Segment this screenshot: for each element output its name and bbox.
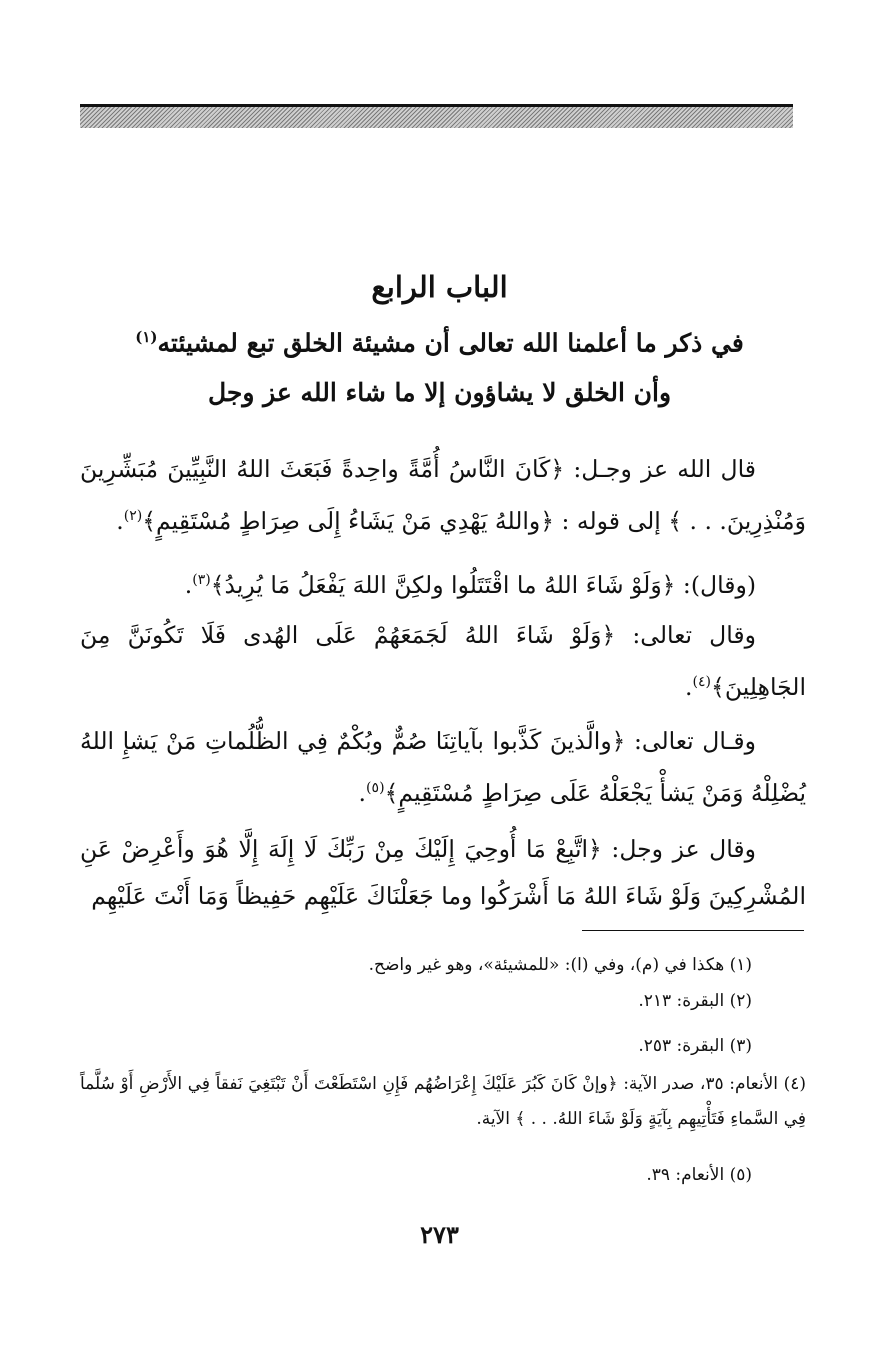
footnote-ref-2[interactable]: (٢) xyxy=(123,508,143,524)
footnote-ref-4[interactable]: (٤) xyxy=(692,674,712,690)
chapter-title: الباب الرابع xyxy=(371,270,508,304)
paragraph-2-text: (وقال): ﴿وَلَوْ شَاءَ اللهُ ما اقْتَتَلُوا ولكِنَّ اللهَ يَفْعَلُ مَا يُرِيدُ﴾ xyxy=(210,570,756,599)
paragraph-4-text: وقـال تعالى: ﴿والَّذينَ كَذَّبوا بآياتِنَا صُمٌّ وبُكْمٌ فِي الظُّلُماتِ مَنْ يَشإِ اللهُ يُضْلِلْهُ وَمَنْ يَشأْ يَجْعَلْهُ عَلَى صِرَاطٍ مُسْتَقِيمٍ﴾ xyxy=(80,727,806,807)
paragraph-2: (وقال): ﴿وَلَوْ شَاءَ اللهُ ما اقْتَتَلُوا ولكِنَّ اللهَ يَفْعَلُ مَا يُرِيدُ﴾$^{(٣)}$. xyxy=(184,570,756,599)
footnote-ref-1[interactable]: (١) xyxy=(135,328,158,346)
footnote-2: (٢) البقرة: ٢١٣. xyxy=(638,991,752,1011)
footnote-4: (٤) الأنعام: ٣٥، صدر الآية: ﴿وإنْ كَانَ كَبُرَ عَلَيْكَ إِعْرَاضُهُم فَإِنِ اسْتَطَعْتَ أَنْ تَبْتَغِيَ نَفقاً فِي الأَرْضِ أَوْ سُلَّماً فِي السَّماءِ فَتَأْتِيهِم بِآيَةٍ وَلَوْ شَاءَ اللهُ. . . ﴾ الآية. xyxy=(80,1074,806,1129)
paragraph-3-text: وقال تعالى: ﴿وَلَوْ شَاءَ اللهُ لَجَمَعَهُمْ عَلَى الهُدى فَلَا تَكُونَنَّ مِنَ الجَاهِلِينَ﴾ xyxy=(80,621,806,701)
footnote-separator xyxy=(582,930,804,931)
page-number: ٢٧٣ xyxy=(420,1220,459,1249)
paragraph-1: قال الله عز وجـل: ﴿كَانَ النَّاسُ أُمَّةً واحِدةً فَبَعَثَ اللهُ النَّبِيِّينَ مُبَشِّرِينَ وَمُنْذِرِينَ. . . ﴾ إلى قوله : ﴿واللهُ يَهْدِي مَنْ يَشَاءُ إِلَى صِرَاطٍ مُسْتَقِيمٍ﴾$^{(٢)}$. xyxy=(80,455,806,535)
paragraph-1-text: قال الله عز وجـل: ﴿كَانَ النَّاسُ أُمَّةً واحِدةً فَبَعَثَ اللهُ النَّبِيِّينَ مُبَشِّرِينَ وَمُنْذِرِينَ. . . ﴾ إلى قوله : ﴿واللهُ يَهْدِي مَنْ يَشَاءُ إِلَى صِرَاطٍ مُسْتَقِيمٍ﴾ xyxy=(80,455,806,535)
subtitle-line-1-text: في ذكر ما أعلمنا الله تعالى أن مشيئة الخلق تبع لمشيئته xyxy=(157,328,744,358)
paragraph-3: وقال تعالى: ﴿وَلَوْ شَاءَ اللهُ لَجَمَعَهُمْ عَلَى الهُدى فَلَا تَكُونَنَّ مِنَ الجَاهِلِينَ﴾$^{(٤)}$. xyxy=(80,621,806,701)
chapter-subtitle-line-1 xyxy=(0,328,879,357)
paragraph-5-text: وقال عز وجل: ﴿اتَّبِعْ مَا أُوحِيَ إِلَيْكَ مِنْ رَبِّكَ لَا إِلَهَ إِلَّا هُوَ وأَعْرِضْ عَنِ المُشْرِكِينَ وَلَوْ شَاءَ اللهُ مَا أَشْرَكُوا وما جَعَلْنَاكَ عَلَيْهِم حَفِيظاً وَمَا أَنْتَ عَلَيْهِم xyxy=(80,835,806,910)
footnote-ref-3[interactable]: (٣) xyxy=(192,572,211,588)
paragraph-4: وقـال تعالى: ﴿والَّذينَ كَذَّبوا بآياتِنَا صُمٌّ وبُكْمٌ فِي الظُّلُماتِ مَنْ يَشإِ اللهُ يُضْلِلْهُ وَمَنْ يَشأْ يَجْعَلْهُ عَلَى صِرَاطٍ مُسْتَقِيمٍ﴾$^{(٥)}$. xyxy=(80,727,806,807)
footnote-ref-5[interactable]: (٥) xyxy=(366,780,385,796)
chapter-subtitle-line-2: وأن الخلق لا يشاؤون إلا ما شاء الله عز وجل xyxy=(207,378,672,407)
footnote-1: (١) هكذا في (م)، وفي (ا): «للمشيئة»، وهو غير واضح. xyxy=(368,955,752,975)
paragraph-5 xyxy=(80,826,806,920)
header-decorative-rule xyxy=(80,104,793,128)
footnote-5: (٥) الأنعام: ٣٩. xyxy=(646,1165,752,1185)
footnote-3: (٣) البقرة: ٢٥٣. xyxy=(638,1036,752,1056)
